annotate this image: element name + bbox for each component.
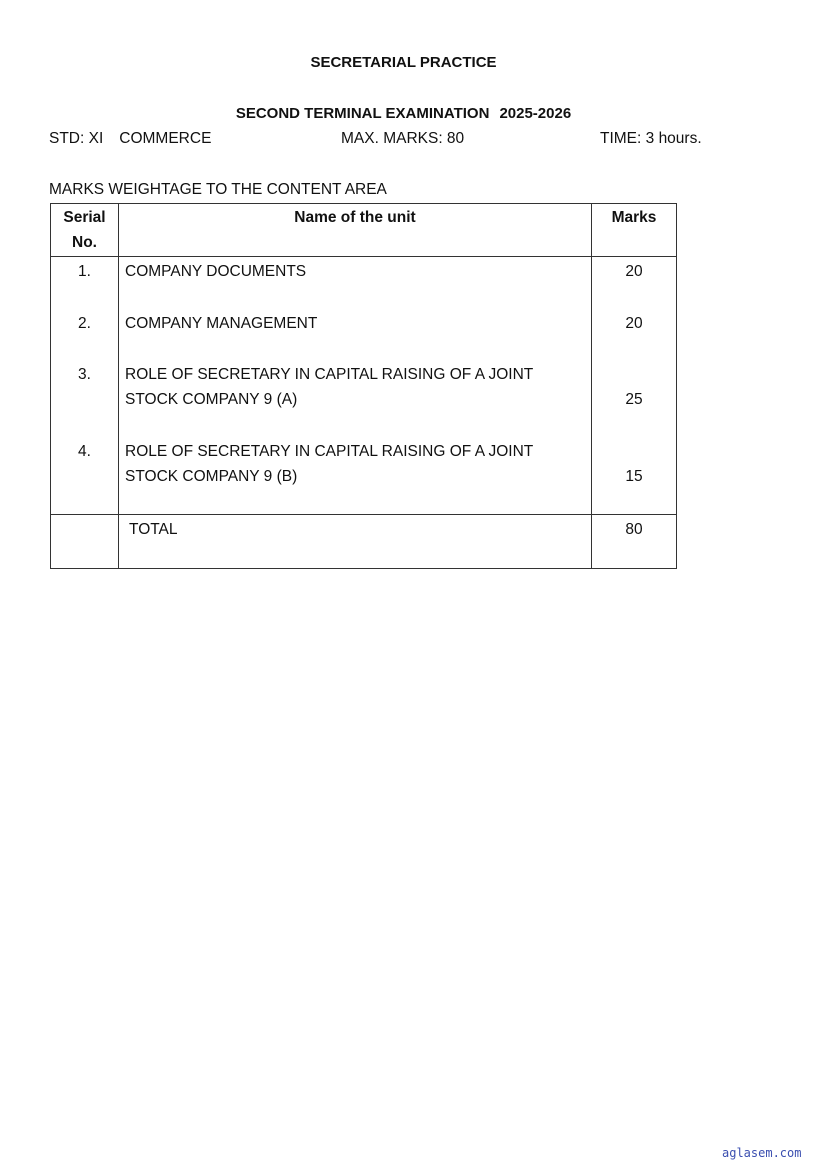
unit-4-line1: ROLE OF SECRETARY IN CAPITAL RAISING OF A JOINT (125, 443, 534, 460)
unit-1 (119, 257, 591, 309)
exam-name: SECOND TERMINAL EXAMINATION (235, 105, 490, 122)
table-row (51, 257, 677, 515)
max-marks: MAX. MARKS: 80 (341, 130, 465, 147)
exam-year: 2025-2026 (499, 105, 572, 122)
watermark: aglasem.com (722, 1146, 802, 1160)
total-label: TOTAL (119, 515, 592, 569)
serial-header-line1: Serial (63, 209, 106, 226)
unit-3 (119, 360, 591, 437)
unit-4-line2: STOCK COMPANY 9 (B) (125, 468, 298, 485)
weightage-title: MARKS WEIGHTAGE TO THE CONTENT AREA (49, 181, 387, 198)
marks-weightage-table (50, 203, 677, 569)
serial-2: 2. (78, 314, 91, 332)
serial-header-line2: No. (72, 234, 97, 251)
unit-2 (119, 309, 591, 361)
std-info (49, 130, 211, 148)
serial-header (51, 204, 119, 257)
unit-4 (119, 437, 591, 514)
marks-column (592, 257, 677, 515)
unit-3-line1: ROLE OF SECRETARY IN CAPITAL RAISING OF A JOINT (125, 366, 534, 383)
unit-3-line2: STOCK COMPANY 9 (A) (125, 391, 298, 408)
total-row (51, 515, 677, 569)
unit-column (119, 257, 592, 515)
serial-3: 3. (78, 366, 91, 383)
unit-2-line1: COMPANY MANAGEMENT (125, 314, 318, 332)
unit-header: Name of the unit (119, 204, 592, 257)
std-label: STD: XI (49, 130, 104, 147)
exam-title (0, 105, 807, 122)
table-header-row (51, 204, 677, 257)
total-serial-empty (51, 515, 119, 569)
marks-header: Marks (592, 204, 677, 257)
total-marks: 80 (592, 515, 677, 569)
unit-1-line1: COMPANY DOCUMENTS (125, 263, 307, 280)
marks-4: 15 (625, 468, 643, 485)
serial-4: 4. (78, 443, 91, 460)
exam-time: TIME: 3 hours. (600, 130, 702, 147)
stream-label: COMMERCE (119, 130, 212, 147)
subject-title: SECRETARIAL PRACTICE (310, 54, 497, 71)
serial-column (51, 257, 119, 515)
marks-1: 20 (625, 263, 643, 280)
serial-1: 1. (78, 263, 91, 280)
marks-3: 25 (625, 391, 643, 408)
marks-2: 20 (625, 314, 643, 332)
